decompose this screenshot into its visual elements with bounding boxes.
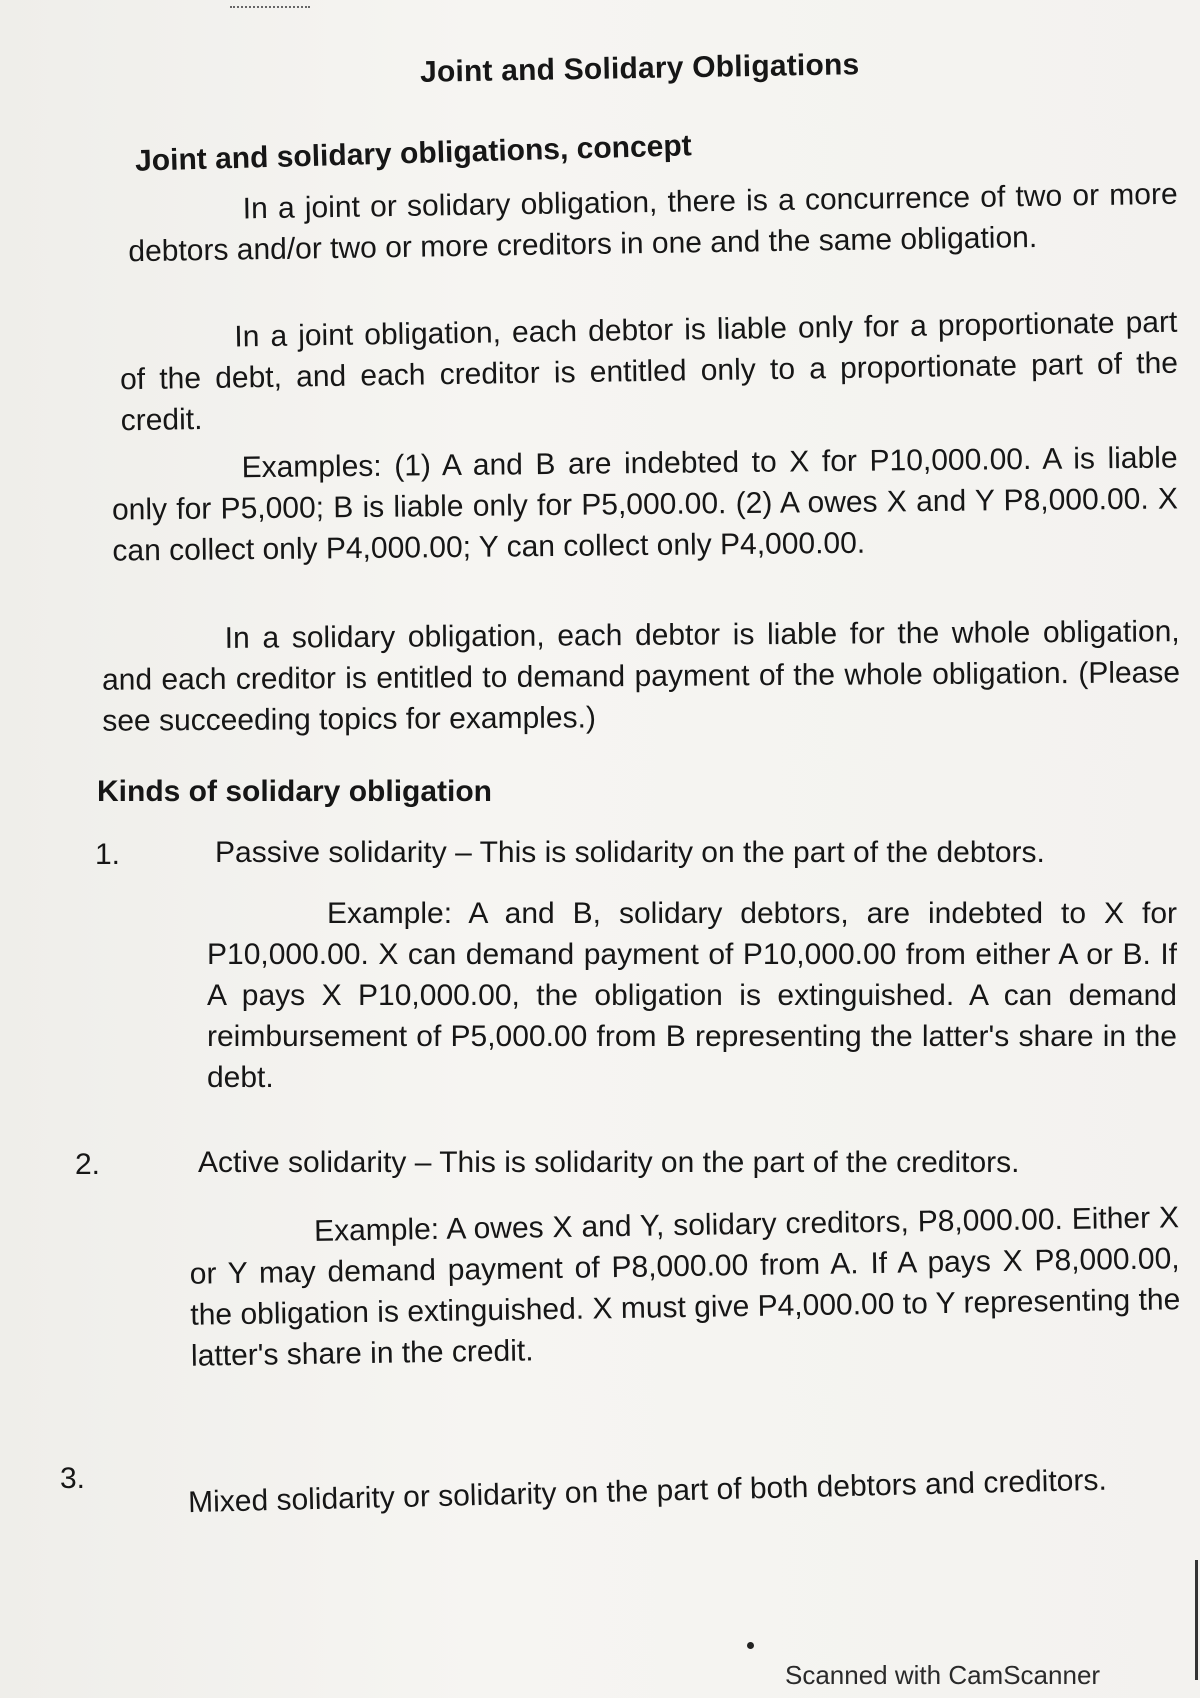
list-item-passive-title: Passive solidarity – This is solidarity on the part of the debtors. (215, 836, 1045, 869)
list-item-mixed-title: Mixed solidarity or solidarity on the part of both debtors and creditors. (187, 1463, 1108, 1520)
paragraph-solidary-obligation: In a solidary obligation, each debtor is liable for the whole obligation, and each creditor is entitled to demand payment of the whole obligation. (Please see succeeding topics for examples.) (101, 615, 1181, 738)
scanner-watermark: Scanned with CamScanner (785, 1660, 1101, 1690)
list-item-active-title: Active solidarity – This is solidarity on the part of the creditors. (198, 1146, 1020, 1179)
paragraph-joint-obligation: In a joint obligation, each debtor is liable only for a proportionate part of the debt, and each creditor is entitled only to a proportionate part of the credit. (119, 305, 1179, 438)
document-title: Joint and Solidary Obligations (419, 48, 860, 89)
scan-edge-shadow (1195, 1560, 1198, 1680)
list-number-1: 1. (95, 838, 121, 871)
scan-artifact (230, 0, 310, 8)
section-heading-kinds: Kinds of solidary obligation (97, 775, 493, 808)
paragraph-joint-examples: Examples: (1) A and B are indebted to X for P10,000.00. A is liable only for P5,000; B is liable only for P5,000.00. (2) A owes X and Y P8,000.00. X can collect only P4,000.00; Y can collect only P4,000.00. (111, 441, 1179, 568)
list-item-active-example: Example: A owes X and Y, solidary creditors, P8,000.00. Either X or Y may demand payment of P8,000.00 from A. If A pays X P8,000.00, the obligation is extinguished. X must give P4,000.00 to Y representing the latter's share in the credit. (189, 1201, 1181, 1373)
paragraph-concept: In a joint or solidary obligation, there is a concurrence of two or more debtors and/or two or more creditors in one and the same obligation. (128, 177, 1178, 269)
list-number-2: 2. (75, 1148, 101, 1181)
list-item-passive-example: Example: A and B, solidary debtors, are indebted to X for P10,000.00. X can demand payment of P10,000.00 from either A or B. If A pays X P10,000.00, the obligation is extinguished. A can demand reimbursement of P5,000.00 from B representing the latter's share in the debt. (207, 897, 1177, 1094)
list-number-3: 3. (60, 1462, 86, 1495)
scan-artifact-dot (747, 1642, 754, 1649)
section-heading-concept: Joint and solidary obligations, concept (134, 129, 693, 178)
